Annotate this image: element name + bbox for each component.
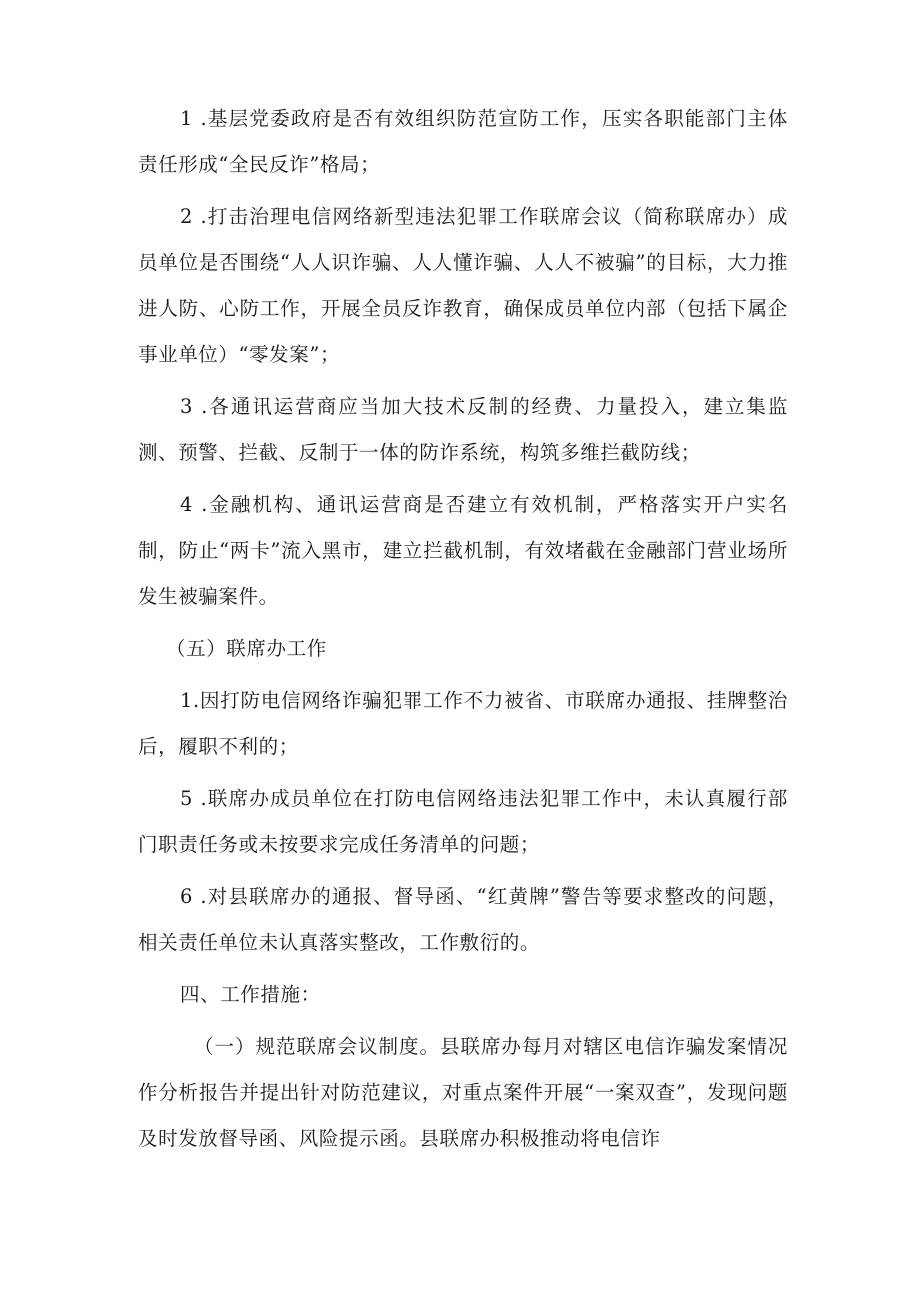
paragraph-item-2: 2 .打击治理电信网络新型违法犯罪工作联席会议（简称联席办）成员单位是否围绕“人人识诈骗、人人懂诈骗、人人不被骗”的目标，大力推进人防、心防工作，开展全员反诈教育，确保成员单位内部（包括下属企事业单位）“零发案”；: [138, 205, 788, 366]
section-heading-five: （五）联席办工作: [166, 637, 327, 660]
paragraph-item-4: 4 .金融机构、通讯运营商是否建立有效机制，严格落实开户实名制，防止“两卡”流入黑市，建立拦截机制，有效堵截在金融部门营业场所发生被骗案件。: [138, 493, 788, 608]
paragraph-item-5: 1.因打防电信网络诈骗犯罪工作不力被省、市联席办通报、挂牌整治后，履职不利的；: [138, 689, 788, 758]
paragraph-item-1: 1 .基层党委政府是否有效组织防范宣防工作，压实各职能部门主体责任形成“全民反诈”格局；: [138, 107, 788, 176]
section-heading-four: 四、工作措施：: [180, 983, 321, 1006]
paragraph-item-8: （一）规范联席会议制度。县联席办每月对辖区电信诈骗发案情况作分析报告并提出针对防范建议，对重点案件开展“一案双查”，发现问题及时发放督导函、风险提示函。县联席办积极推动将电信诈: [138, 1035, 788, 1150]
paragraph-item-3: 3 .各通讯运营商应当加大技术反制的经费、力量投入，建立集监测、预警、拦截、反制于一体的防诈系统，构筑多维拦截防线；: [138, 395, 788, 464]
document-body: [138, 96, 788, 1162]
paragraph-item-6: 5 .联席办成员单位在打防电信网络违法犯罪工作中，未认真履行部门职责任务或未按要求完成任务清单的问题；: [138, 787, 788, 856]
paragraph-item-7: 6 .对县联席办的通报、督导函、“红黄牌”警告等要求整改的问题，相关责任单位未认真落实整改，工作敷衍的。: [138, 885, 788, 954]
